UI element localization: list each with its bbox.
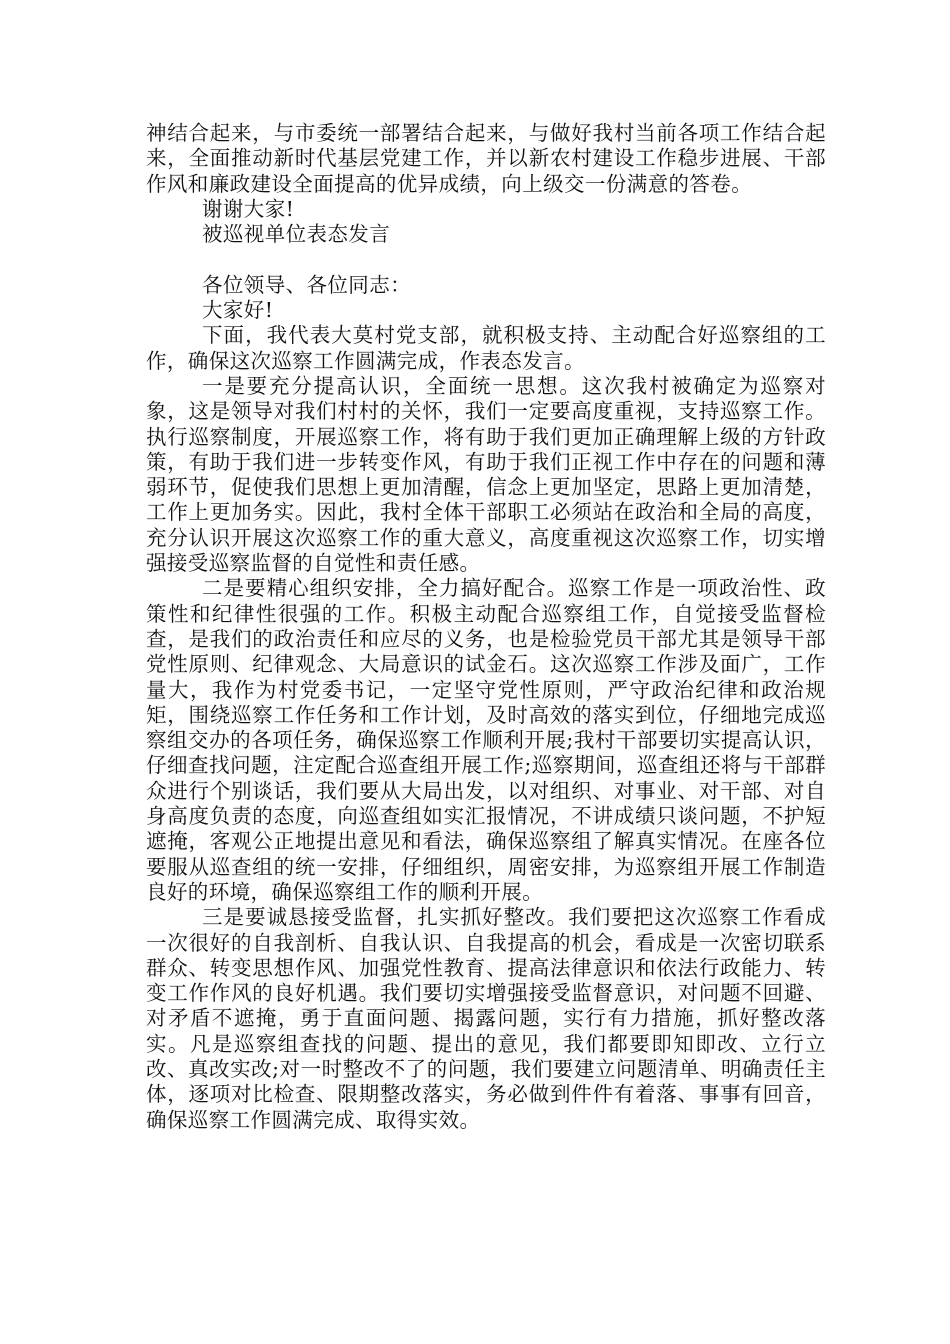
paragraph-salutation: 各位领导、各位同志： [202,272,411,297]
blank-line [146,247,826,272]
paragraph-intro: 下面，我代表大莫村党支部，就积极支持、主动配合好巡察组的工作，确保这次巡察工作圆满完成，作表态发言。 [146,323,826,373]
document-body [146,121,826,1133]
paragraph-point-three: 三是要诚恳接受监督，扎实抓好整改。我们要把这次巡察工作看成一次很好的自我剖析、自我认识、自我提高的机会，看成是一次密切联系群众、转变思想作风、加强党性教育、提高法律意识和依法行政能力、转变工作作风的良好机遇。我们要切实增强接受监督意识，对问题不回避、对矛盾不遮掩，勇于直面问题、揭露问题，实行有力措施，抓好整改落实。凡是巡察组查找的问题、提出的意见，我们都要即知即改、立行立改、真改实改;对一时整改不了的问题，我们要建立问题清单、明确责任主体，逐项对比检查、限期整改落实，务必做到件件有着落、事事有回音，确保巡察工作圆满完成、取得实效。 [146,905,826,1132]
paragraph-point-one: 一是要充分提高认识，全面统一思想。这次我村被确定为巡察对象，这是领导对我们村村的关怀，我们一定要高度重视，支持巡察工作。执行巡察制度，开展巡察工作，将有助于我们更加正确理解上级的方针政策，有助于我们进一步转变作风，有助于我们正视工作中存在的问题和薄弱环节，促使我们思想上更加清醒，信念上更加坚定，思路上更加清楚，工作上更加务实。因此，我村全体干部职工必须站在政治和全局的高度，充分认识开展这次巡察工作的重大意义，高度重视这次巡察工作，切实增强接受巡察监督的自觉性和责任感。 [146,373,826,576]
paragraph-thanks: 谢谢大家! [202,196,295,221]
paragraph-point-two: 二是要精心组织安排，全力搞好配合。巡察工作是一项政治性、政策性和纪律性很强的工作。积极主动配合巡察组工作，自觉接受监督检查，是我们的政治责任和应尽的义务，也是检验党员干部尤其是领导干部党性原则、纪律观念、大局意识的试金石。这次巡察工作涉及面广，工作量大，我作为村党委书记，一定坚守党性原则，严守政治纪律和政治规矩，围绕巡察工作任务和工作计划，及时高效的落实到位，仔细地完成巡察组交办的各项任务，确保巡察工作顺利开展;我村干部要切实提高认识，仔细查找问题，注定配合巡查组开展工作;巡察期间，巡查组还将与干部群众进行个别谈话，我们要从大局出发，以对组织、对事业、对干部、对自身高度负责的态度，向巡查组如实汇报情况，不讲成绩只谈问题，不护短遮掩，客观公正地提出意见和看法，确保巡察组了解真实情况。在座各位要服从巡查组的统一安排，仔细组织，周密安排，为巡察组开展工作制造良好的环境，确保巡察组工作的顺利开展。 [146,576,826,904]
section-title: 被巡视单位表态发言 [202,222,391,247]
paragraph-closing-continuation: 神结合起来，与市委统一部署结合起来，与做好我村当前各项工作结合起来，全面推动新时代基层党建工作，并以新农村建设工作稳步进展、干部作风和廉政建设全面提高的优异成绩，向上级交一份满意的答卷。 [146,121,826,196]
paragraph-greeting: 大家好! [202,298,274,323]
